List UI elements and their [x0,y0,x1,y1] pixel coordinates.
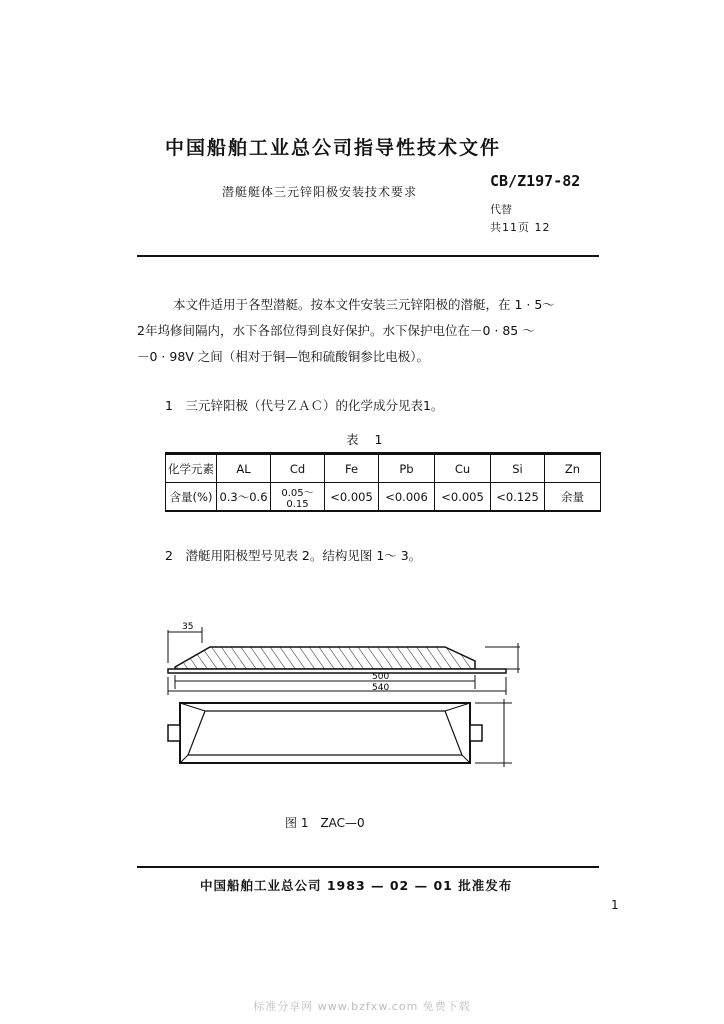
standard-code: CB/Z197-82 [490,172,581,190]
table-cell: 0.3～0.6 [217,483,271,512]
anode-body-section [175,647,475,669]
table-cell: Cd [271,454,325,483]
intro-paragraph [137,292,607,318]
page-number: 1 [611,898,619,912]
table-cell: <0.005 [325,483,379,512]
left-strap-end [168,725,180,741]
side-view [168,622,520,695]
table-cell: 0.05～0.15 [271,483,325,512]
intro-line-2: 2年坞修间隔内，水下各部位得到良好保护。水下保护电位在－0 · 85 ～ [137,323,535,338]
table-cell: Zn [545,454,601,483]
table-cell: Fe [325,454,379,483]
footer-rule [137,866,599,868]
table-cell: <0.006 [379,483,435,512]
table-cell: <0.125 [491,483,545,512]
watermark: 标准分享网 www.bzfxw.com 免费下载 [253,1000,471,1013]
dim-500-label: 500 [372,672,390,682]
header-rule [137,255,599,257]
composition-table [165,452,601,512]
plan-view [168,699,512,767]
table-cell: Pb [379,454,435,483]
replace-label: 代替 [490,203,512,216]
table-cell: 化学元素 [166,454,217,483]
table-header-row [166,454,601,483]
table-row [166,483,601,512]
table-cell: 含量(%) [166,483,217,512]
standard-title: 潜艇艇体三元锌阳极安装技术要求 [222,185,418,199]
section-2: 2 潜艇用阳极型号见表 2。结构见图 1～ 3。 [165,548,422,563]
table-cell: Si [491,454,545,483]
table-caption: 表 1 [346,432,389,447]
table-cell: <0.005 [435,483,491,512]
section-1: 1 三元锌阳极（代号ＺＡＣ）的化学成分见表1。 [165,398,444,413]
mounting-strap [168,669,506,673]
table-cell: AL [217,454,271,483]
dim-35-label: 35 [182,622,194,632]
table-cell: 余量 [545,483,601,512]
intro-paragraph-cont [137,318,607,370]
figure-caption: 图 1 ZAC—0 [285,816,365,830]
anode-plan-outline [180,703,470,763]
org-title: 中国船舶工业总公司指导性技术文件 [165,137,502,159]
footer-issuer: 中国船舶工业总公司 1983 — 02 — 01 批准发布 [200,878,513,893]
page-count: 共11页 12 [490,221,551,234]
table-cell: Cu [435,454,491,483]
intro-line-3: －0 · 98V 之间（相对于铜—饱和硫酸铜参比电极）。 [137,349,430,364]
right-strap-end [470,725,482,741]
dim-540-label: 540 [372,683,390,693]
intro-line-1: 本文件适用于各型潜艇。按本文件安装三元锌阳极的潜艇，在 1 · 5～ [173,297,555,312]
figure-1-drawing [140,615,520,800]
